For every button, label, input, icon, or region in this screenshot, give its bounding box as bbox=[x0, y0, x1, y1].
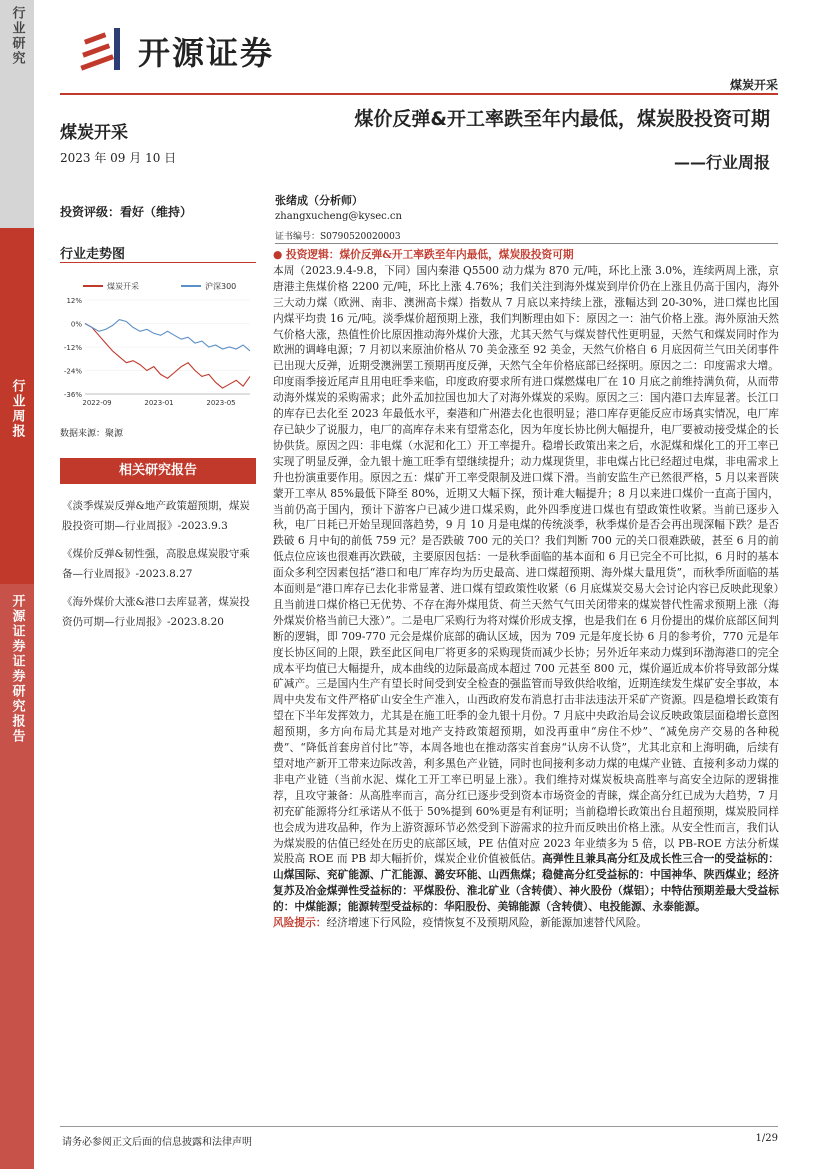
trend-title: 行业走势图 bbox=[60, 247, 126, 262]
report-title: 煤价反弹&开工率跌至年内最低，煤炭股投资可期 bbox=[354, 108, 770, 130]
footer-divider bbox=[60, 1126, 778, 1127]
x-tick-label: 2022-09 bbox=[82, 399, 112, 407]
analyst-name: 张绪成（分析师） bbox=[275, 194, 363, 207]
sidebar-middle: 行业周报 bbox=[0, 228, 34, 584]
legend-label: 煤炭开采 bbox=[107, 282, 139, 291]
industry-category: 煤炭开采 bbox=[60, 123, 128, 143]
risk-label: 风险提示： bbox=[273, 916, 327, 930]
y-tick-label: -12% bbox=[63, 344, 82, 352]
risk-text: 经济增速下行风险，疫情恢复不及预期风险，新能源加速替代风险。 bbox=[326, 916, 648, 930]
related-item[interactable]: 《海外煤价大涨&港口去库显著，煤炭投资仍可期—行业周报》-2023.8.20 bbox=[62, 596, 250, 628]
header-divider bbox=[60, 93, 778, 95]
related-item[interactable]: 《淡季煤炭反弹&地产政策超预期，煤炭股投资可期—行业周报》-2023.9.3 bbox=[62, 500, 250, 532]
logo bbox=[78, 24, 318, 74]
sidebar-bottom: 开源证券证券研究报告 bbox=[0, 584, 34, 1169]
x-tick-label: 2023-05 bbox=[206, 399, 236, 407]
logo-text: 开源证券 bbox=[138, 34, 275, 72]
x-tick-label: 2023-01 bbox=[144, 399, 174, 407]
y-tick-label: -36% bbox=[63, 391, 82, 399]
header-section: 煤炭开采 bbox=[729, 78, 778, 92]
investment-rating: 投资评级：看好（维持） bbox=[60, 205, 193, 219]
related-list bbox=[62, 496, 258, 640]
page-number: 1/29 bbox=[755, 1133, 778, 1144]
related-item[interactable]: 《煤价反弹&韧性强，高股息煤炭股守乘备—行业周报》-2023.8.27 bbox=[62, 548, 250, 580]
body-paragraph: 本周（2023.9.4-9.8，下同）国内秦港 Q5500 动力煤为 870 元/吨，环比上涨 3.0%，连续两周上涨，京唐港主焦煤价格 2200 元/吨，环比上涨 4.76%；我们关注到海外煤炭到岸价仍在上涨且仍高于国内，海外三大动力煤（欧洲、南非、澳洲高卡煤）指数从 7 月底以来持续上涨，涨幅达到 20-30%，进口煤也比国内煤平均贵 16 元/吨。淡季煤价超预期上涨，我们判断理由如下：原因之一：油气价格上涨。海外原油天然气价格大涨，热值性价比原因推动海外煤价大涨，尤其天然气与煤炭替代性更明显，天然气和煤炭同时作为欧洲的调峰电源；7 月初以来原油价格从 70 美金涨至 92 美金，天然气价格自 6 月底因荷兰气田关闭事件已出现大反弹，近期受澳洲罢工预期再度反弹，天然气全年价格底部已经探明。原因之二：印度需求大增。印度雨季接近尾声且用电旺季来临，印度政府要求所有进口煤燃煤电厂在 10 月底之前维持满负荷，从而带动海外煤炭的采购需求；此外孟加拉国也加大了对海外煤炭的采购。原因之三：国内港口去库显著。长江口的库存已去化至 2023 年最低水平，秦港和广州港去化也很明显；港口库存更能反应市场真实情况，电厂库存已缺少了说服力，电厂的高库存未来有望常态化，因为年度长协比例大幅提升，电厂要被动接受煤企的长协供货。原因之四：非电煤（水泥和化工）开工率提升。稳增长政策出来之后，水泥煤和煤化工的开工率已实现了明显反弹，金九银十施工旺季有望继续提升；动力煤现货里，非电煤占比已经超过电煤，非电需求上升也扮演重要作用。原因之五：煤矿开工率受限制及进口煤下滑。当前安监生产已然很严格，5 月以来晋陕蒙开工率从 85%最低下降至 80%，近期又大幅下探，预计难大幅提升；8 月以来进口煤价一直高于国内，当前仍高于国内，预计下游客户已减少进口煤采购，此外四季度进口煤也有望政策性收紧。当前已逐步入秋，电厂日耗已开始呈现回落趋势，9 月 10 月是电煤的传统淡季，秋季煤价是否会再出现深幅下跌？是否跌破 6 月中旬的前低 759 元？是否跌破 700 元的关口？我们判断 700 元的关口很难跌破，甚至 6 月的前低点位应该也很难再次跌破，主要原因包括：一是秋季面临的基本面和 6 月已完全不可比拟，6 月时的基本面众多利空因素包括“港口和电厂库存均为历史最高、进口煤超预期、海外煤大量甩货”，而秋季所面临的基本面则是“港口库存已去化非常显著、进口煤有望政策性收紧（6 月底煤炭交易大会讨论内容已反映此现象）且当前进口煤价格已无优势、不存在海外煤甩货、荷兰天然气气田关闭带来的煤炭替代性需求预期上涨（海外煤炭价格当前已大涨）”。二是电厂采购行为将对煤价形成支撑，也是我们在 6 月份提出的煤价底部区间判断的逻辑，即 709-770 元会是煤价底部的确认区域，因为 709 元是年度长协 6 月的参考价，770 元是年度长协区间的上限，跌至此区间电厂将更多的采购现货而减少长协；另外近年来动力煤到环渤海港口的完全成本平均值已大幅提升，成本曲线的边际最高成本超过 700 元甚至 800 元，煤价逼近成本价将导致部分煤矿减产。三是国内生产有望长时间受到安全检查的强监管而导致供给收缩，近期连续发生煤矿安全事故，本周中央发布文件严格矿山安全生产准入，山西政府发布消息打击非法违法开采矿产资源。四是稳增长政策有望在下半年发挥效力，尤其是在施工旺季的金九银十月份。7 月底中央政治局会议反映政策层面稳增长意图超预期，多方向布局尤其是对地产支持政策超预期，如没再重申“房住不炒”、“减免房产交易的各种税费”、“降低首套房首付比”等，本周各地也在推动落实首套房“认房不认贷”，尤其北京和上海明确，后续有望对地产新开工带来边际改善，利多黑色产业链，同时也间接利多动力煤的电煤产业链、直接利多动力煤的非电产业链（当前水泥、煤化工开工率已明显上涨）。我们维持对煤炭板块高胜率与高安全边际的逻辑推荐，且攻守兼备：从高胜率而言，高分红已逐步受到资本市场资金的青睐，煤企高分红已成为大趋势，7 月初充矿能源将分红承诺从不低于 50%提到 60%更是有利证明；当前稳增长政策出台且超预期，煤炭股同样也会成为进攻品种，作为上游资源环节必然受到下游需求的拉升而反映出价格上涨。从安全性而言，我们认为煤炭股的估值已经处在历史的底部区域，PE 估值对应 2023 年业绩多为 5 倍，以 PB-ROE 方法分析煤炭股高 ROE 而 PB 却大幅折价，煤炭企业价值被低估。 bbox=[273, 263, 779, 866]
trend-divider bbox=[60, 262, 256, 263]
y-tick-label: 0% bbox=[70, 320, 82, 329]
report-body bbox=[273, 247, 779, 931]
related-title: 相关研究报告 bbox=[60, 458, 256, 484]
analyst-divider bbox=[275, 243, 778, 244]
y-tick-label: -24% bbox=[63, 367, 82, 376]
analyst-cert: 证书编号：S0790520020003 bbox=[275, 232, 401, 242]
series-line bbox=[85, 324, 250, 389]
series-line bbox=[85, 320, 250, 351]
y-tick-label: 12% bbox=[66, 297, 82, 305]
footer-disclaimer: 请务必参阅正文后面的信息披露和法律声明 bbox=[62, 1137, 252, 1148]
legend-label: 沪深300 bbox=[205, 282, 237, 291]
beneficiary-list: 高弹性且兼具高分红及成长性三合一的受益标的：山煤国际、兖矿能源、广汇能源、潞安环能、山西焦煤；稳健高分红受益标的：中国神华、陕西煤业；经济复苏及冶金煤弹性受益标的：平煤股份、淮北矿业（含转债）、神火股份（煤铝）；中特估预期差最大受益标的：中煤能源；能源转型受益标的：华阳股份、美锦能源（含转债）、电投能源、永泰能源。 bbox=[273, 852, 779, 914]
chart-source: 数据来源：聚源 bbox=[60, 429, 124, 439]
trend-chart bbox=[55, 276, 260, 416]
sidebar-top: 行业研究 bbox=[0, 0, 34, 228]
report-subtitle: ——行业周报 bbox=[673, 153, 770, 172]
analyst-email[interactable]: zhangxucheng@kysec.cn bbox=[275, 211, 402, 222]
logo-icon bbox=[78, 24, 134, 74]
report-date: 2023 年 09 月 10 日 bbox=[60, 151, 177, 165]
logic-heading: ● 投资逻辑：煤价反弹&开工率跌至年内最低，煤炭股投资可期 bbox=[273, 248, 574, 261]
